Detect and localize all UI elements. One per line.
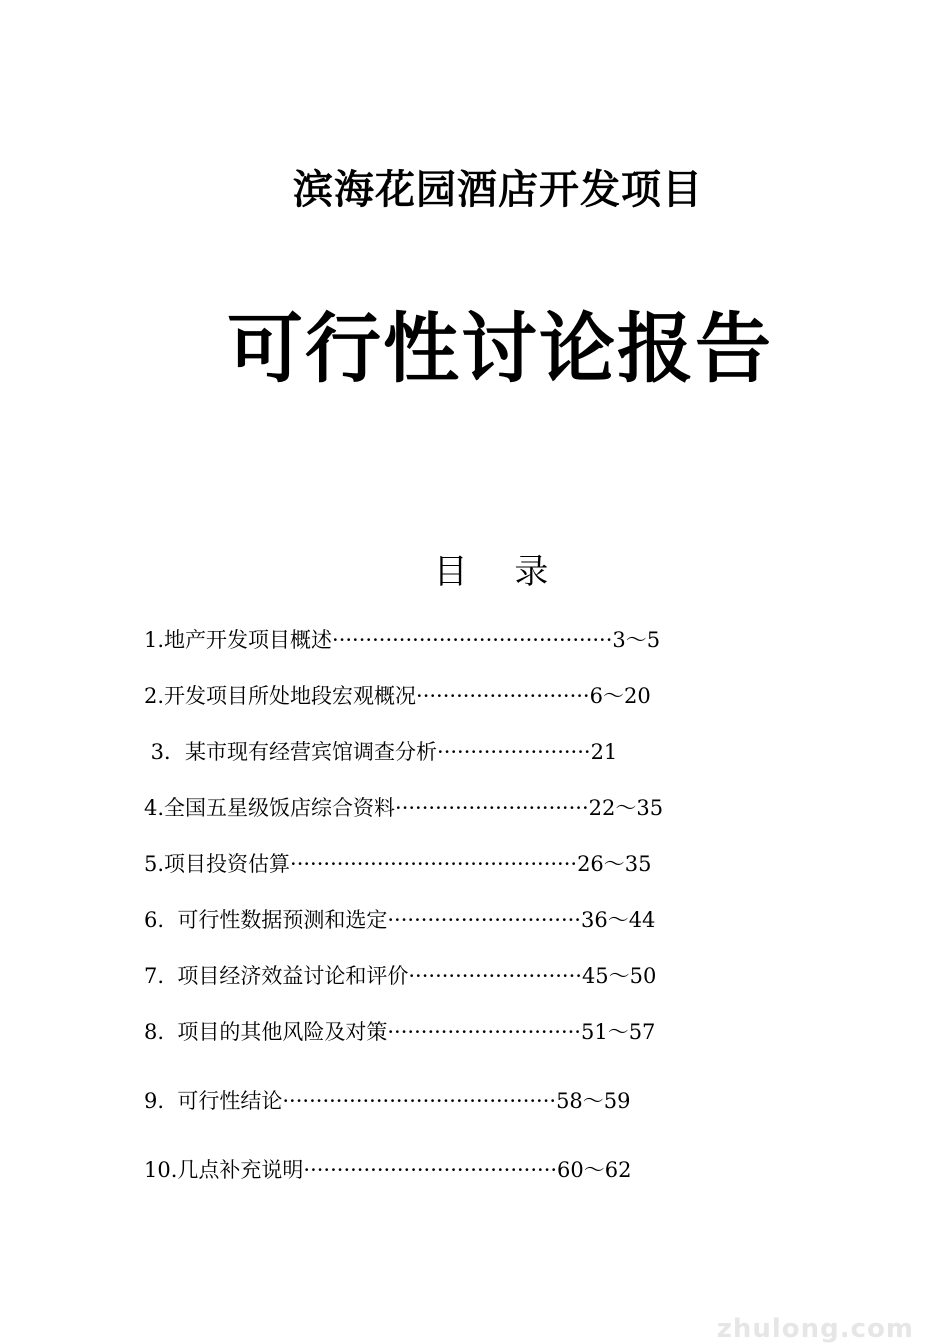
watermark: zhulong.com (716, 1314, 914, 1344)
report-title: 可行性讨论报告 (227, 304, 773, 393)
toc-item-2[interactable]: 2.开发项目所处地段宏观概况··························6～20 (144, 684, 651, 708)
toc-item-8[interactable]: 8. 项目的其他风险及对策·····························51～57 (144, 1020, 656, 1044)
toc-item-1[interactable]: 1.地产开发项目概述··········································3～5 (144, 628, 661, 652)
toc-item-7[interactable]: 7. 项目经济效益讨论和评价··························45～50 (144, 964, 657, 988)
project-title: 滨海花园酒店开发项目 (293, 167, 703, 213)
toc-item-9[interactable]: 9. 可行性结论·········································58～59 (144, 1089, 631, 1113)
toc-item-10[interactable]: 10.几点补充说明······································60～62 (144, 1158, 632, 1182)
toc-item-3[interactable]: 3．某市现有经营宾馆调查分析·······················21 (144, 740, 618, 764)
toc-item-6[interactable]: 6. 可行性数据预测和选定·····························36～44 (144, 908, 656, 932)
toc-item-4[interactable]: 4.全国五星级饭店综合资料·····························22～35 (144, 796, 664, 820)
toc-item-5[interactable]: 5.项目投资估算···········································26～35 (144, 852, 652, 876)
toc-heading: 目 录 (433, 552, 567, 592)
